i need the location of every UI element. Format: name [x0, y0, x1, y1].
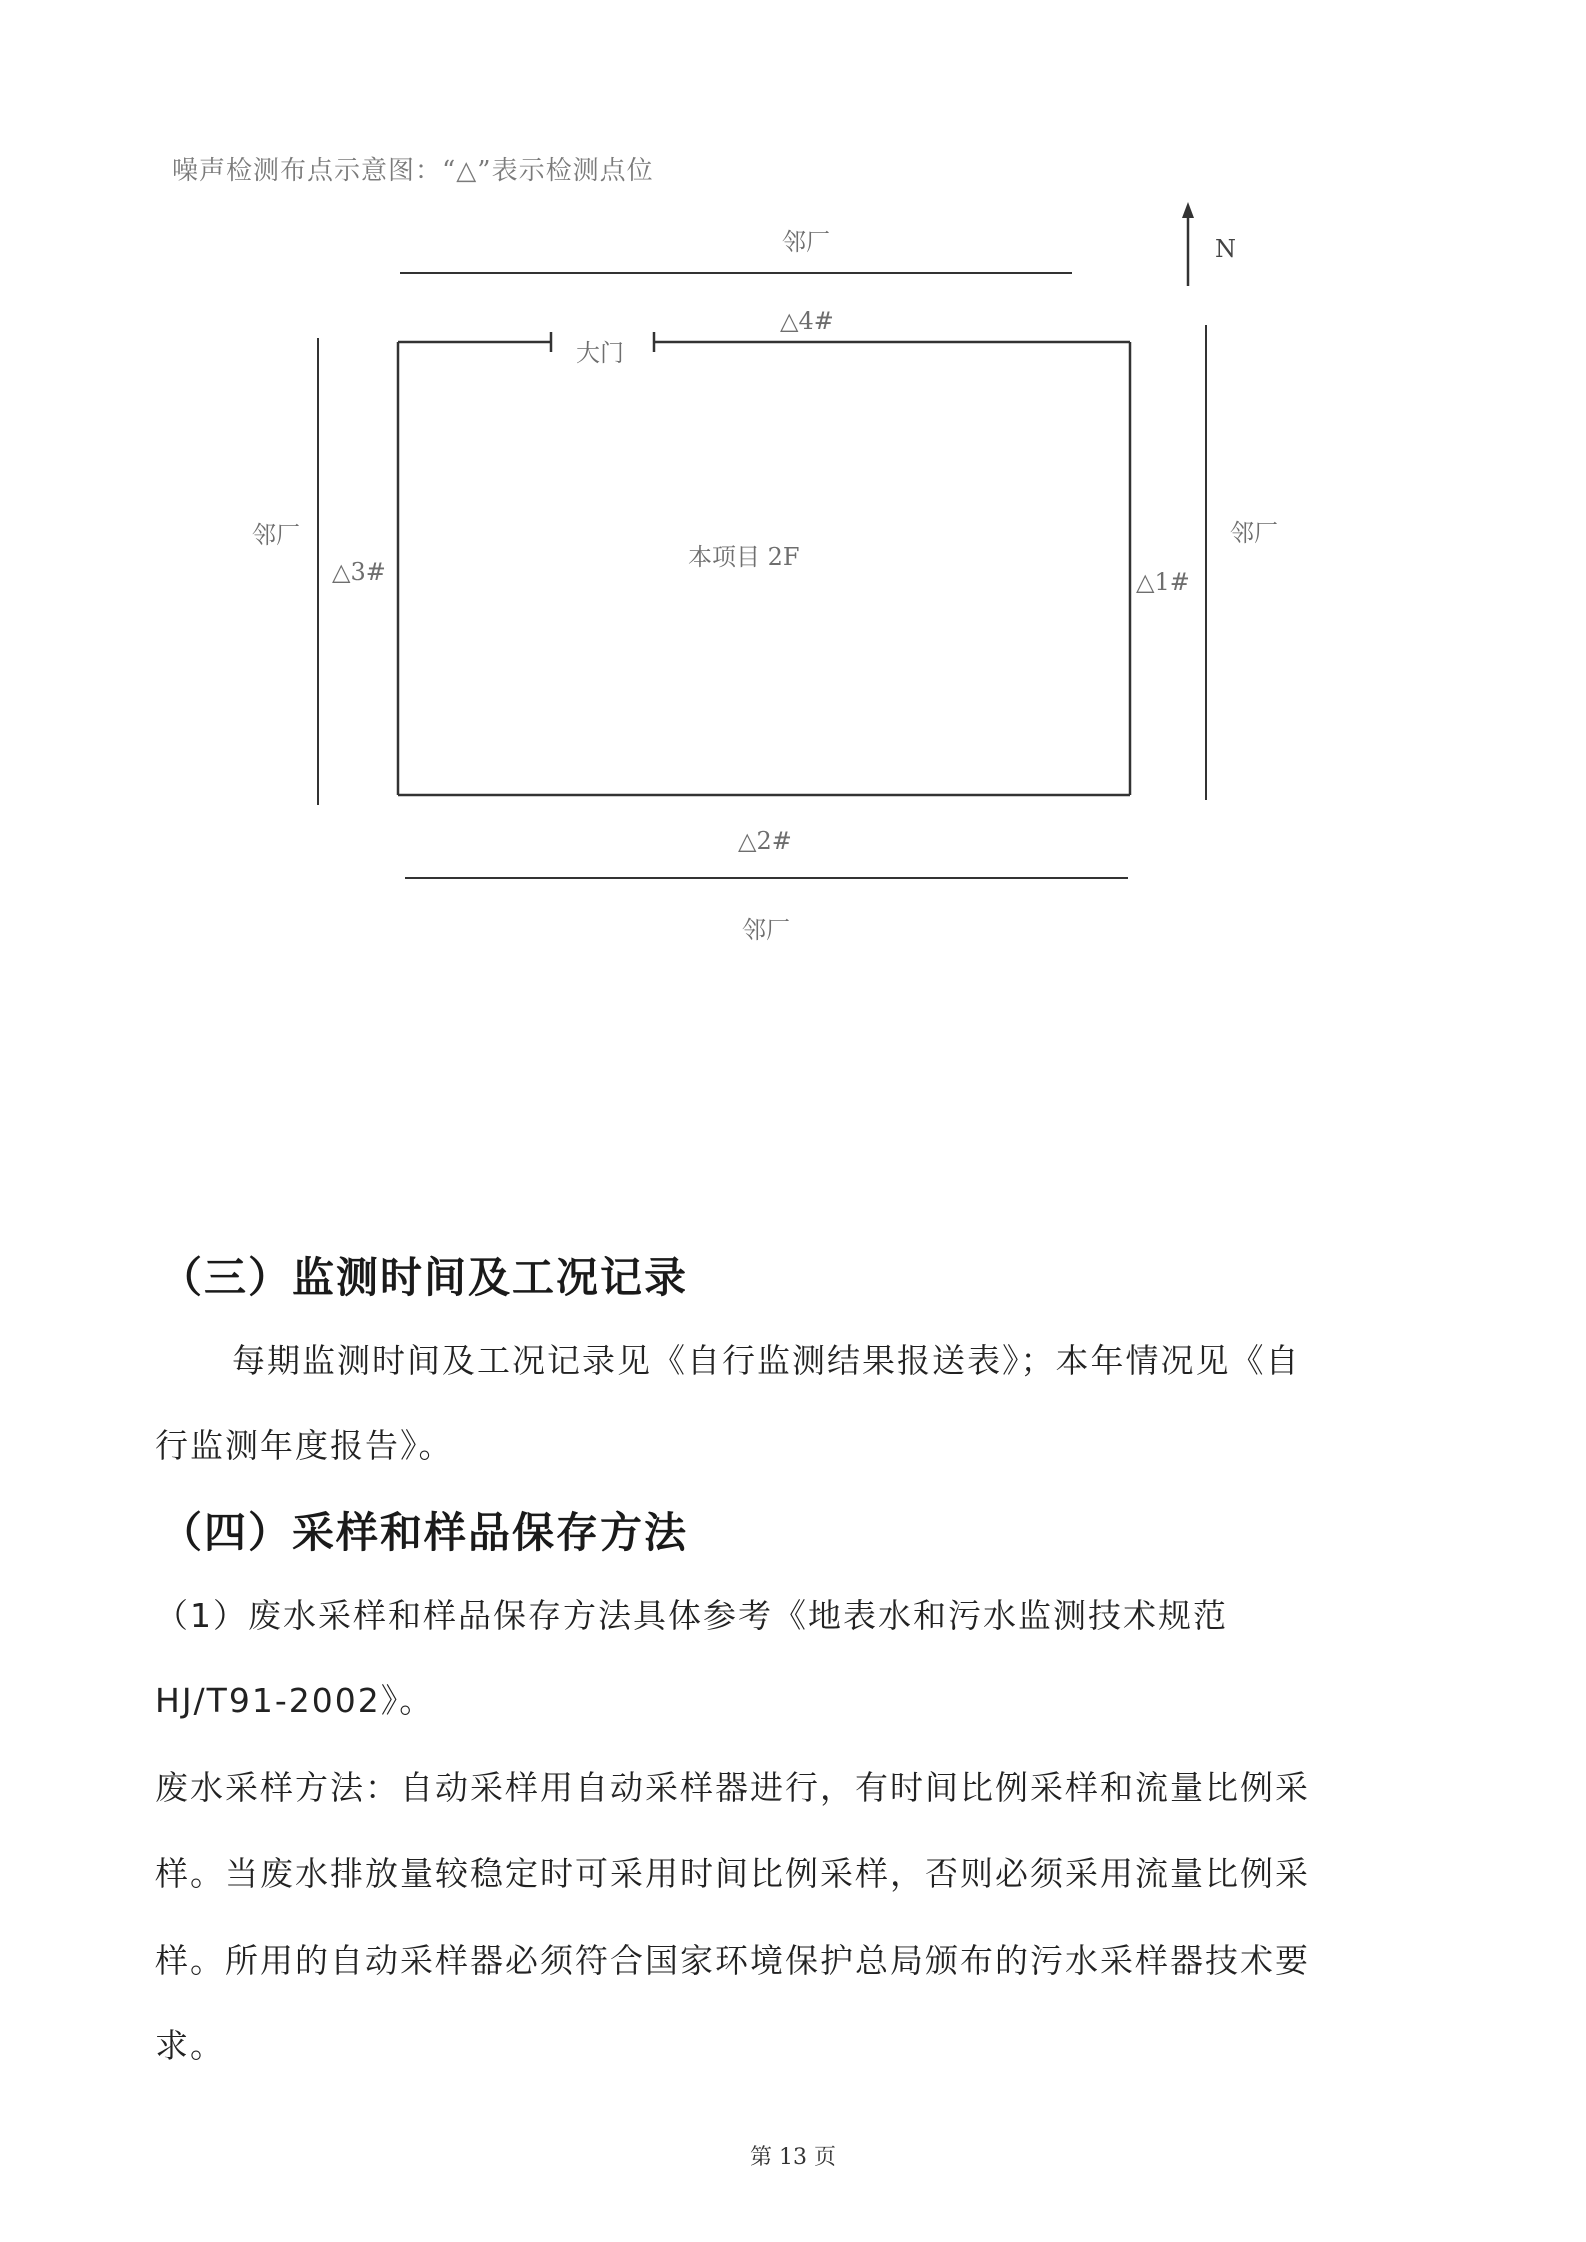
section-4-line-3: 废水采样方法：自动采样用自动采样器进行，有时间比例采样和流量比例采 — [155, 1768, 1310, 1807]
section-3-heading: （三）监测时间及工况记录 — [160, 1253, 689, 1302]
noise-monitoring-layout-diagram — [0, 0, 1586, 1000]
section-4-line-5: 样。所用的自动采样器必须符合国家环境保护总局颁布的污水采样器技术要 — [155, 1941, 1310, 1980]
section-4-line-6: 求。 — [155, 2026, 225, 2065]
north-label: N — [1215, 235, 1236, 263]
neighbor-right-label: 邻厂 — [1230, 519, 1278, 547]
section-4-line-1: （1）废水采样和样品保存方法具体参考《地表水和污水监测技术规范 — [155, 1596, 1228, 1635]
gate-label: 大门 — [576, 339, 624, 367]
section-3-line-2: 行监测年度报告》。 — [155, 1426, 454, 1465]
page-number: 第 13 页 — [750, 2145, 836, 2170]
monitoring-point-1: △1# — [1136, 568, 1190, 596]
north-arrow-head — [1182, 202, 1194, 218]
monitoring-point-3: △3# — [332, 558, 386, 586]
monitoring-point-4: △4# — [780, 307, 834, 335]
figure-caption: 噪声检测布点示意图：“△”表示检测点位 — [172, 156, 654, 186]
section-4-line-4: 样。当废水排放量较稳定时可采用时间比例采样，否则必须采用流量比例采 — [155, 1854, 1310, 1893]
project-label: 本项目 2F — [688, 543, 800, 571]
section-3-line-1: 每期监测时间及工况记录见《自行监测结果报送表》；本年情况见《自 — [232, 1341, 1301, 1380]
section-4-heading: （四）采样和样品保存方法 — [160, 1508, 689, 1557]
neighbor-top-label: 邻厂 — [782, 228, 830, 256]
monitoring-point-2: △2# — [738, 827, 792, 855]
section-4-line-2: HJ/T91-2002》。 — [155, 1681, 435, 1720]
diagram-lines — [0, 0, 1586, 1000]
neighbor-left-label: 邻厂 — [252, 521, 300, 549]
neighbor-bottom-label: 邻厂 — [742, 916, 790, 944]
